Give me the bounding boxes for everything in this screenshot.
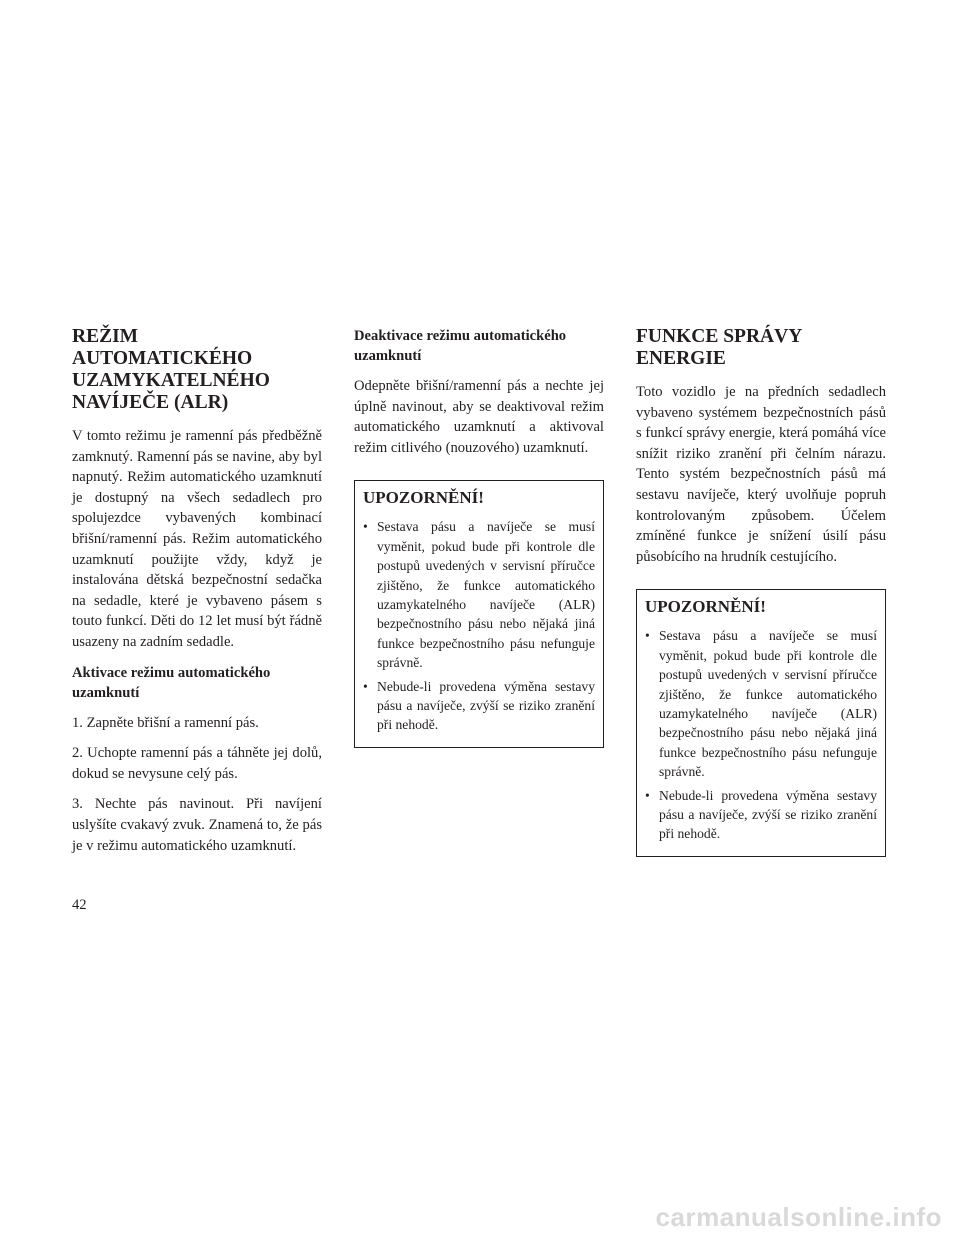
energy-management-heading: FUNKCE SPRÁVY ENERGIE	[636, 326, 803, 369]
warning-box-alr	[354, 480, 604, 747]
watermark: carmanualsonline.info	[655, 1202, 942, 1232]
warning-item	[363, 517, 595, 672]
alr-deactivation-paragraph: Odepněte břišní/ramenní pás a nechte jej úplně navinout, aby se deaktivoval režim automatického uzamknutí a aktivoval režim citlivého (nouzového) uzamknutí.	[354, 378, 604, 456]
warning-item-text: Sestava pásu a navíječe se musí vyměnit, pokud bude při kontrole dle postupů uvedených v servisní příručce zjištěno, že funkce automatického uzamykatelného navíječe (ALR) bezpečnostního pásu nebo nějaká jiná funkce bezpečnostního pásu nefunguje správně.	[377, 519, 595, 671]
activation-step-2: 2. Uchopte ramenní pás a táhněte jej dolů, dokud se nevysune celý pás.	[72, 745, 322, 782]
bullet-icon: •	[363, 678, 368, 694]
warning-title: UPOZORNĚNÍ!	[645, 597, 766, 617]
middle-column	[354, 326, 604, 748]
bullet-icon: •	[645, 628, 650, 644]
alr-intro-paragraph: V tomto režimu je ramenní pás předběžně zamknutý. Ramenní pás se navine, aby byl napnutý. Režim automatického uzamknutí je dostupný na všech sedadlech pro spolujezdce vybavených kombinací břišní/ramenní pás. Režim automatického uzamknutí použijte vždy, když je instalována dětská bezpečnostní sedačka na sedadle, které je vybaveno pásem s touto funkcí. Děti do 12 let musí být řádně usazeny na zadním sedadle.	[72, 428, 322, 650]
energy-management-paragraph: Toto vozidlo je na předních sedadlech vybaveno systémem bezpečnostních pásů s funkcí správy energie, která pomáhá více snížit riziko zranění při čelním nárazu. Tento systém bezpečnostních pásů má sestavu navíječe, který uvolňuje popruh kontrolovaným způsobem. Účelem zmíněné funkce je snížení úsilí pásu působícího na hrudník cestujícího.	[636, 384, 886, 565]
warning-item	[645, 626, 877, 781]
warning-item-text: Nebude-li provedena výměna sestavy pásu a navíječe, zvýší se riziko zranění při nehodě.	[377, 678, 595, 733]
activation-step-1: 1. Zapněte břišní a ramenní pás.	[72, 714, 259, 731]
warning-list	[645, 626, 877, 843]
warning-item-text: Sestava pásu a navíječe se musí vyměnit, pokud bude při kontrole dle postupů uvedených v servisní příručce zjištěno, že funkce automatického uzamykatelného navíječe (ALR) bezpečnostního pásu nebo nějaká jiná funkce bezpečnostního pásu nefunguje správně.	[659, 628, 877, 780]
bullet-icon: •	[645, 787, 650, 803]
right-column	[636, 326, 886, 857]
left-column	[72, 326, 322, 866]
page-number: 42	[72, 897, 87, 913]
alr-deactivation-subheading: Deaktivace režimu automatického uzamknutí	[354, 328, 567, 364]
warning-item	[363, 677, 595, 735]
warning-list	[363, 517, 595, 734]
activation-step-3: 3. Nechte pás navinout. Při navíjení uslyšíte cvakavý zvuk. Znamená to, že pás je v režimu automatického uzamknutí.	[72, 796, 322, 854]
warning-item	[645, 786, 877, 844]
bullet-icon: •	[363, 519, 368, 535]
warning-item-text: Nebude-li provedena výměna sestavy pásu a navíječe, zvýší se riziko zranění při nehodě.	[659, 787, 877, 842]
warning-title: UPOZORNĚNÍ!	[363, 488, 484, 508]
alr-section-heading: REŽIM AUTOMATICKÉHO UZAMYKATELNÉHO NAVÍJEČE (ALR)	[72, 326, 270, 413]
warning-box-energy	[636, 589, 886, 856]
alr-activation-subheading: Aktivace režimu automatického uzamknutí	[72, 664, 271, 701]
